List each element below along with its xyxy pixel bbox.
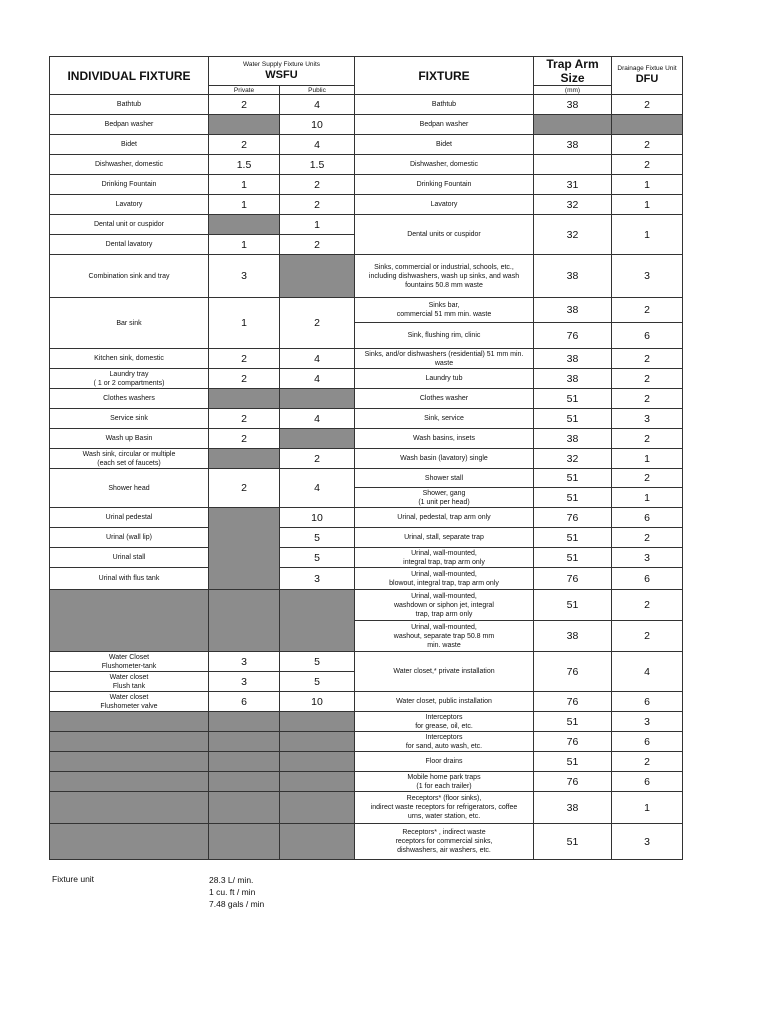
text-line: Water closet	[109, 673, 149, 681]
shaded-cell	[209, 824, 280, 860]
left-fixture-cell: Dishwasher, domestic	[50, 155, 209, 175]
shaded-cell	[280, 732, 355, 752]
trap-cell: 51	[534, 824, 612, 860]
shaded-cell	[209, 115, 280, 135]
trap-cell: 51	[534, 469, 612, 488]
shaded-cell	[209, 732, 280, 752]
right-fixture-cell: Sink, flushing rim, clinic	[355, 323, 534, 349]
table-row	[50, 115, 683, 135]
trap-cell: 76	[534, 732, 612, 752]
public-cell: 5	[280, 652, 355, 672]
right-fixture-cell: Water closet,* private installation	[355, 652, 534, 692]
left-fixture-cell: Kitchen sink, domestic	[50, 349, 209, 369]
text-line: receptors for commercial sinks,	[395, 838, 493, 845]
dfu-caption: Drainage Fixtue Unit	[617, 65, 677, 72]
dfu-cell: 1	[612, 215, 683, 255]
right-fixture-cell	[355, 732, 534, 752]
table-row	[50, 255, 683, 298]
shaded-cell	[280, 824, 355, 860]
text-line: Water Closet	[108, 653, 150, 661]
right-fixture-cell	[355, 621, 534, 652]
table-row	[50, 429, 683, 449]
text-line: Flush tank	[112, 682, 146, 690]
trap-cell: 76	[534, 692, 612, 712]
text-line: Shower, gang	[422, 489, 466, 497]
text-line: commercial 51 mm min. waste	[396, 311, 492, 318]
trap-cell: 51	[534, 590, 612, 621]
shaded-cell	[209, 508, 280, 590]
dfu-cell: 3	[612, 824, 683, 860]
shaded-cell	[280, 255, 355, 298]
right-fixture-cell	[355, 590, 534, 621]
text-line: Receptors* (floor sinks),	[406, 795, 482, 802]
dfu-cell: 2	[612, 369, 683, 389]
text-line: washout, separate trap 50.8 mm	[393, 632, 495, 640]
fixture-unit-value: 28.3 L/ min.	[209, 875, 254, 885]
text-line: urns, water station, etc.	[407, 813, 481, 820]
dfu-cell: 6	[612, 568, 683, 590]
table-row	[50, 215, 683, 235]
table-row	[50, 590, 683, 621]
dfu-cell: 2	[612, 429, 683, 449]
text-line: Receptors* , indirect waste	[402, 829, 486, 836]
text-line: for grease, oil, etc.	[415, 722, 473, 730]
dfu-cell: 3	[612, 255, 683, 298]
trap-cell: 76	[534, 568, 612, 590]
public-cell: 4	[280, 409, 355, 429]
dfu-cell: 6	[612, 508, 683, 528]
table-row	[50, 155, 683, 175]
text-line: (each set of faucets)	[97, 459, 161, 467]
trap-cell: 51	[534, 488, 612, 508]
table-row	[50, 824, 683, 860]
table-row	[50, 568, 683, 590]
private-cell: 1	[209, 195, 280, 215]
private-cell: 1.5	[209, 155, 280, 175]
left-fixture-cell: Combination sink and tray	[50, 255, 209, 298]
trap-cell: 32	[534, 195, 612, 215]
fixture-unit-value: 7.48 gals / min	[209, 899, 265, 909]
shaded-cell	[209, 712, 280, 732]
trap-cell	[534, 155, 612, 175]
text-line: Sinks bar,	[428, 302, 460, 309]
dfu-cell: 6	[612, 692, 683, 712]
text-line: (1 unit per head)	[418, 498, 470, 506]
shaded-cell	[209, 772, 280, 792]
shaded-cell	[209, 389, 280, 409]
table-row	[50, 508, 683, 528]
trap-cell: 38	[534, 255, 612, 298]
public-cell: 3	[280, 568, 355, 590]
public-cell: 2	[280, 449, 355, 469]
right-fixture-cell: Sink, service	[355, 409, 534, 429]
dfu-cell: 2	[612, 528, 683, 548]
shaded-cell	[50, 732, 209, 752]
trap-cell: 51	[534, 548, 612, 568]
text-line: blowout, integral trap, trap arm only	[389, 579, 499, 587]
public-cell: 2	[280, 195, 355, 215]
trap-cell: 38	[534, 135, 612, 155]
shaded-cell	[280, 772, 355, 792]
public-cell: 5	[280, 528, 355, 548]
dfu-cell: 2	[612, 469, 683, 488]
right-fixture-cell: Urinal, stall, separate trap	[355, 528, 534, 548]
text-line: Interceptors	[425, 733, 463, 741]
public-cell: 4	[280, 469, 355, 508]
private-cell: 1	[209, 175, 280, 195]
text-line: (1 for each trailer)	[416, 782, 472, 790]
public-cell: 10	[280, 692, 355, 712]
table-row	[50, 349, 683, 369]
text-line: waste	[434, 359, 454, 367]
shaded-cell	[280, 590, 355, 652]
shaded-cell	[209, 590, 280, 652]
public-cell: 5	[280, 672, 355, 692]
dfu-cell: 1	[612, 488, 683, 508]
dfu-cell: 6	[612, 732, 683, 752]
right-fixture-cell: Lavatory	[355, 195, 534, 215]
left-fixture-cell: Dental lavatory	[50, 235, 209, 255]
public-cell: 4	[280, 349, 355, 369]
table-row	[50, 95, 683, 115]
private-cell: 2	[209, 95, 280, 115]
public-cell: 5	[280, 548, 355, 568]
dfu-cell: 1	[612, 195, 683, 215]
text-line: Flushometer-tank	[101, 662, 157, 670]
header-fixture: FIXTURE	[355, 57, 534, 95]
right-fixture-cell: Clothes washer	[355, 389, 534, 409]
right-fixture-cell: Shower stall	[355, 469, 534, 488]
shaded-cell	[612, 115, 683, 135]
trap-cell: 31	[534, 175, 612, 195]
trap-cell: 38	[534, 621, 612, 652]
dfu-cell: 2	[612, 389, 683, 409]
shaded-cell	[50, 824, 209, 860]
trap-cell: 38	[534, 349, 612, 369]
dfu-cell: 2	[612, 590, 683, 621]
private-cell: 3	[209, 255, 280, 298]
left-fixture-cell	[50, 692, 209, 712]
left-fixture-cell: Service sink	[50, 409, 209, 429]
dfu-cell: 2	[612, 752, 683, 772]
dfu-cell: 6	[612, 323, 683, 349]
private-cell: 1	[209, 235, 280, 255]
table-row	[50, 528, 683, 548]
right-fixture-cell	[355, 568, 534, 590]
shaded-cell	[50, 712, 209, 732]
trap-cell: 51	[534, 409, 612, 429]
trap-cell: 38	[534, 298, 612, 323]
text-line: for sand, auto wash, etc.	[405, 742, 483, 750]
right-fixture-cell	[355, 349, 534, 369]
public-cell: 4	[280, 135, 355, 155]
shaded-cell	[280, 792, 355, 824]
trap-cell: 32	[534, 215, 612, 255]
left-fixture-cell	[50, 369, 209, 389]
trap-cell: 51	[534, 389, 612, 409]
left-fixture-cell: Bar sink	[50, 298, 209, 349]
trap-cell: 76	[534, 323, 612, 349]
left-fixture-cell: Shower head	[50, 469, 209, 508]
table-row	[50, 298, 683, 323]
dfu-cell: 1	[612, 792, 683, 824]
left-fixture-cell: Dental unit or cuspidor	[50, 215, 209, 235]
table-row	[50, 449, 683, 469]
private-cell: 2	[209, 135, 280, 155]
private-cell: 2	[209, 469, 280, 508]
table-row	[50, 175, 683, 195]
trap-cell: 38	[534, 792, 612, 824]
left-fixture-cell: Urinal with flus tank	[50, 568, 209, 590]
shaded-cell	[50, 772, 209, 792]
left-fixture-cell: Bathtub	[50, 95, 209, 115]
right-fixture-cell: Water closet, public installation	[355, 692, 534, 712]
text-line: Laundry tray	[109, 370, 149, 378]
left-fixture-cell: Bedpan washer	[50, 115, 209, 135]
shaded-cell	[280, 752, 355, 772]
header-private: Private	[209, 86, 280, 95]
private-cell: 3	[209, 652, 280, 672]
right-fixture-cell	[355, 792, 534, 824]
private-cell: 2	[209, 409, 280, 429]
dfu-cell: 2	[612, 621, 683, 652]
dfu-cell: 2	[612, 135, 683, 155]
trap-cell: 51	[534, 752, 612, 772]
trap-cell: 32	[534, 449, 612, 469]
private-cell: 2	[209, 429, 280, 449]
text-line: Flushometer valve	[100, 702, 158, 710]
left-fixture-cell	[50, 672, 209, 692]
text-line: Urinal, wall-mounted,	[411, 570, 477, 578]
public-cell: 10	[280, 115, 355, 135]
text-line: Water closet	[109, 693, 149, 701]
header-wsfu	[209, 57, 355, 86]
trap-cell: 38	[534, 95, 612, 115]
left-fixture-cell	[50, 652, 209, 672]
public-cell: 4	[280, 95, 355, 115]
text-line: Urinal, wall-mounted,	[411, 592, 477, 600]
fixture-unit-values	[209, 874, 264, 910]
trap-cell: 76	[534, 652, 612, 692]
text-line: trap, trap arm only	[415, 610, 473, 618]
dfu-cell: 2	[612, 349, 683, 369]
shaded-cell	[280, 429, 355, 449]
trap-cell: 76	[534, 772, 612, 792]
text-line: ( 1 or 2 compartments)	[93, 379, 165, 387]
dfu-cell: 1	[612, 175, 683, 195]
right-fixture-cell	[355, 488, 534, 508]
left-fixture-cell	[50, 449, 209, 469]
private-cell: 3	[209, 672, 280, 692]
text-line: indirect waste receptors for refrigerators, coffee	[370, 804, 518, 811]
table-row	[50, 135, 683, 155]
right-fixture-cell	[355, 255, 534, 298]
fixture-unit-table	[49, 56, 683, 860]
left-fixture-cell: Urinal (wall lip)	[50, 528, 209, 548]
table-row	[50, 772, 683, 792]
header-dfu	[612, 57, 683, 95]
dfu-cell: 6	[612, 772, 683, 792]
shaded-cell	[209, 449, 280, 469]
table-row	[50, 652, 683, 672]
trap-cell: 76	[534, 508, 612, 528]
fixture-unit-value: 1 cu. ft / min	[209, 887, 256, 897]
right-fixture-cell	[355, 298, 534, 323]
text-line: Wash sink, circular or multiple	[82, 450, 176, 458]
fixture-unit-label: Fixture unit	[52, 874, 95, 884]
shaded-cell	[209, 752, 280, 772]
table-row	[50, 469, 683, 488]
text-line: Mobile home park traps	[407, 773, 481, 781]
public-cell: 1.5	[280, 155, 355, 175]
header-public: Public	[280, 86, 355, 95]
right-fixture-cell: Bidet	[355, 135, 534, 155]
shaded-cell	[209, 215, 280, 235]
public-cell: 1	[280, 215, 355, 235]
table-row	[50, 752, 683, 772]
private-cell: 1	[209, 298, 280, 349]
trap-cell: 51	[534, 528, 612, 548]
right-fixture-cell	[355, 548, 534, 568]
left-fixture-cell: Bidet	[50, 135, 209, 155]
table-row	[50, 548, 683, 568]
text-line: Urinal, wall-mounted,	[411, 549, 477, 557]
text-line: Sinks, commercial or industrial, schools, etc.,	[374, 263, 514, 271]
private-cell: 6	[209, 692, 280, 712]
text-line: Interceptors	[425, 713, 463, 721]
table-row	[50, 409, 683, 429]
shaded-cell	[209, 792, 280, 824]
public-cell: 10	[280, 508, 355, 528]
shaded-cell	[534, 115, 612, 135]
right-fixture-cell	[355, 772, 534, 792]
dfu-title: DFU	[635, 73, 659, 85]
left-fixture-cell: Clothes washers	[50, 389, 209, 409]
text-line: dishwashers, air washers, etc.	[397, 847, 491, 854]
left-fixture-cell: Lavatory	[50, 195, 209, 215]
trap-cell: 38	[534, 369, 612, 389]
public-cell: 2	[280, 175, 355, 195]
right-fixture-cell: Wash basin (lavatory) single	[355, 449, 534, 469]
shaded-cell	[280, 389, 355, 409]
right-fixture-cell: Dental units or cuspidor	[355, 215, 534, 255]
right-fixture-cell: Bedpan washer	[355, 115, 534, 135]
text-line: integral trap, trap arm only	[403, 558, 485, 566]
shaded-cell	[50, 792, 209, 824]
private-cell: 2	[209, 349, 280, 369]
dfu-cell: 3	[612, 548, 683, 568]
left-fixture-cell: Urinal pedestal	[50, 508, 209, 528]
trap-cell: 38	[534, 429, 612, 449]
wsfu-title: WSFU	[265, 68, 298, 81]
dfu-cell: 2	[612, 298, 683, 323]
dfu-cell: 3	[612, 409, 683, 429]
right-fixture-cell: Drinking Fountain	[355, 175, 534, 195]
table-row	[50, 195, 683, 215]
private-cell: 2	[209, 369, 280, 389]
text-line: min. waste	[427, 641, 461, 649]
right-fixture-cell	[355, 824, 534, 860]
table-row	[50, 369, 683, 389]
trap-cell: 51	[534, 712, 612, 732]
public-cell: 2	[280, 298, 355, 349]
header-individual-fixture: INDIVIDUAL FIXTURE	[50, 57, 209, 95]
dfu-cell: 2	[612, 95, 683, 115]
text-line: fountains 50.8 mm waste	[405, 281, 483, 289]
public-cell: 4	[280, 369, 355, 389]
dfu-cell: 4	[612, 652, 683, 692]
table-row	[50, 732, 683, 752]
dfu-cell: 3	[612, 712, 683, 732]
dfu-cell: 1	[612, 449, 683, 469]
text-line: including dishwashers, wash up sinks, and wash	[368, 272, 520, 280]
right-fixture-cell: Urinal, pedestal, trap arm only	[355, 508, 534, 528]
shaded-cell	[50, 752, 209, 772]
text-line: Urinal, wall-mounted,	[411, 623, 477, 631]
shaded-cell	[50, 590, 209, 652]
table-row	[50, 389, 683, 409]
left-fixture-cell: Drinking Fountain	[50, 175, 209, 195]
right-fixture-cell: Laundry tub	[355, 369, 534, 389]
table-row	[50, 692, 683, 712]
wsfu-caption: Water Supply Fixture Units	[242, 60, 321, 68]
right-fixture-cell: Dishwasher, domestic	[355, 155, 534, 175]
right-fixture-cell: Wash basins, insets	[355, 429, 534, 449]
text-line: washdown or siphon jet, integral	[393, 601, 494, 609]
header-mm: (mm)	[534, 86, 612, 95]
right-fixture-cell	[355, 712, 534, 732]
table-row	[50, 792, 683, 824]
right-fixture-cell: Floor drains	[355, 752, 534, 772]
header-trap-arm-size: Trap Arm Size	[534, 57, 612, 86]
shaded-cell	[280, 712, 355, 732]
right-fixture-cell: Bathtub	[355, 95, 534, 115]
dfu-cell: 2	[612, 155, 683, 175]
table-row	[50, 712, 683, 732]
text-line: Sinks, and/or dishwashers (residential) 51 mm min.	[364, 350, 524, 358]
public-cell: 2	[280, 235, 355, 255]
left-fixture-cell: Wash up Basin	[50, 429, 209, 449]
left-fixture-cell: Urinal stall	[50, 548, 209, 568]
